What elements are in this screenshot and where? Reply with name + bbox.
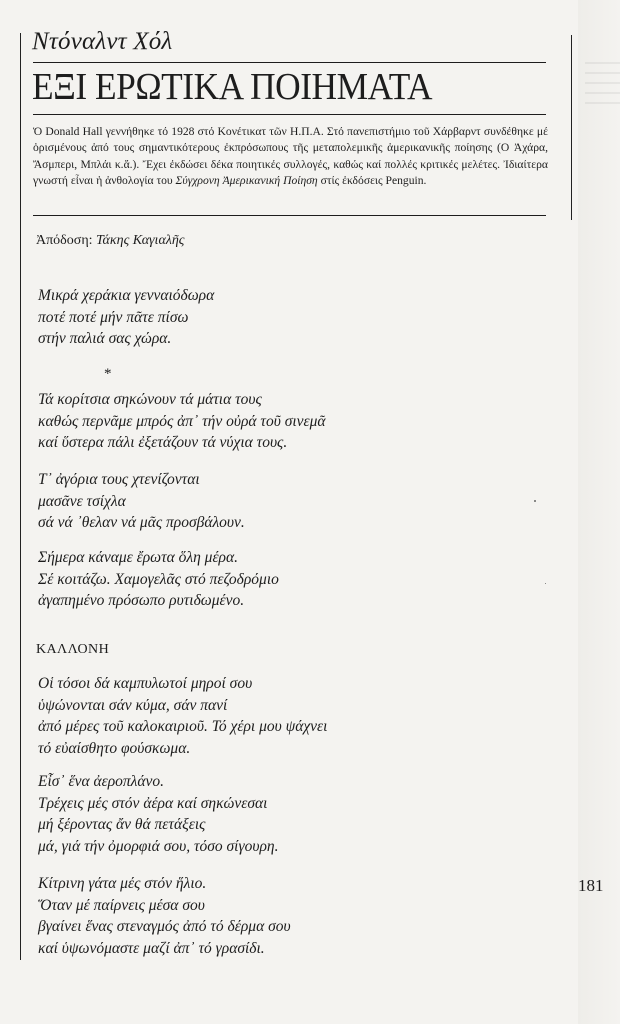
- title-bottom-rule: [33, 114, 546, 115]
- author-name: Ντόναλντ Χόλ: [32, 28, 173, 55]
- poem-line: Σήμερα κάναμε ἔρωτα ὅλη μέρα.: [38, 549, 239, 566]
- scan-speck: [545, 583, 546, 584]
- scan-margin: [578, 0, 620, 1024]
- poem-line: μασᾶνε τσίχλα: [38, 492, 126, 510]
- anthology-title: Σύγχρονη Ἀμερικανική Ποίηση: [175, 173, 318, 187]
- poem-line: ἀγαπημένο πρόσωπο ρυτιδωμένο.: [38, 592, 245, 609]
- bio-rule: [33, 215, 546, 216]
- poem-line: Μικρά χεράκια γενναιόδωρα: [38, 287, 215, 304]
- translation-credit: [36, 233, 184, 249]
- poem-line: καί ὑψωνόμαστε μαζί ἀπ᾽ τό γρασίδι.: [38, 939, 265, 957]
- right-margin-rule: [571, 35, 572, 220]
- poem-line: ἀπό μέρες τοῦ καλοκαιριοῦ. Τό χέρι μου ψάχνει: [38, 718, 328, 735]
- page-title: ΕΞΙ ΕΡΩΤΙΚΑ ΠΟΙΗΜΑΤΑ: [32, 66, 433, 108]
- section-title: ΚΑΛΛΟΝΗ: [36, 642, 110, 657]
- page-number: 181: [578, 876, 604, 895]
- stanza-4: [38, 547, 279, 612]
- bio-text-end: στίς ἐκδόσεις Penguin.: [317, 173, 427, 187]
- bio-text: Ὁ Donald Hall γεννήθηκε τό 1928 στό Κονέτικατ τῶν Η.Π.Α. Στό πανεπιστήμιο τοῦ Χάρβαρντ συνδέθηκε μέ ὁρισμένους ἀπό τους σημαντικότερους ἐκπρόσωπους τῆς μεταπολεμικῆς ἀμερικανικῆς ποίησης (Ο Ἀχάρα, Ἄσμπερι, Μπλάι κ.ἄ.). Ἔχει ἐκδώσει δέκα ποιητικές συλλογές, καθώς καί πολλές κριτικές μελέτες. Ἰδιαίτερα γνωστή εἶναι ἡ ἀνθολογία του: [33, 125, 548, 187]
- stanza-1: [38, 285, 214, 350]
- poem-line: καθώς περνᾶμε μπρός ἀπ᾽ τήν οὐρά τοῦ σινεμᾶ: [38, 412, 326, 430]
- poem-line: μή ξέροντας ἄν θά πετάξεις: [38, 816, 206, 833]
- poem-line: Τρέχεις μές στόν ἀέρα καί σηκώνεσαι: [38, 794, 268, 812]
- stanza-5: [38, 673, 327, 759]
- author-bio: [33, 124, 548, 189]
- bleed-through-marks: [585, 62, 620, 110]
- title-top-rule: [33, 62, 546, 63]
- stanza-2: [38, 389, 326, 454]
- poem-line: Κίτρινη γάτα μές στόν ἥλιο.: [38, 875, 207, 892]
- poem-line: Οἱ τόσοι δά καμπυλωτοί μηροί σου: [38, 675, 253, 692]
- poem-line: σά νά ᾽θελαν νά μᾶς προσβάλουν.: [38, 514, 245, 531]
- poem-separator: *: [104, 366, 112, 382]
- poem-line: ὑψώνονται σάν κύμα, σάν πανί: [38, 696, 228, 714]
- poem-line: Ὅταν μέ παίρνεις μέσα σου: [38, 896, 205, 914]
- stanza-7: [38, 873, 291, 959]
- poem-line: μά, γιά τήν ὀμορφιά σου, τόσο σίγουρη.: [38, 837, 279, 855]
- stanza-6: [38, 771, 278, 857]
- poem-line: Τά κορίτσια σηκώνουν τά μάτια τους: [38, 391, 262, 408]
- translation-label: Ἀπόδοση:: [36, 233, 97, 248]
- scan-speck: [534, 500, 536, 502]
- poem-line: στήν παλιά σας χώρα.: [38, 330, 172, 347]
- poem-line: καί ὕστερα πάλι ἐξετάζουν τά νύχια τους.: [38, 434, 288, 451]
- poem-line: βγαίνει ἕνας στεναγμός ἀπό τό δέρμα σου: [38, 918, 291, 935]
- poem-line: τό εὐαίσθητο φούσκωμα.: [38, 739, 191, 757]
- translator-name: Τάκης Καγιαλῆς: [96, 233, 185, 248]
- poem-line: Εἶσ᾽ ἕνα ἀεροπλάνο.: [38, 773, 165, 790]
- poem-line: Σέ κοιτάζω. Χαμογελᾶς στό πεζοδρόμιο: [38, 570, 279, 588]
- left-margin-rule: [20, 33, 21, 960]
- poem-line: ποτέ ποτέ μήν πᾶτε πίσω: [38, 308, 189, 326]
- stanza-3: [38, 469, 245, 534]
- poem-line: Τ᾽ ἀγόρια τους χτενίζονται: [38, 471, 200, 488]
